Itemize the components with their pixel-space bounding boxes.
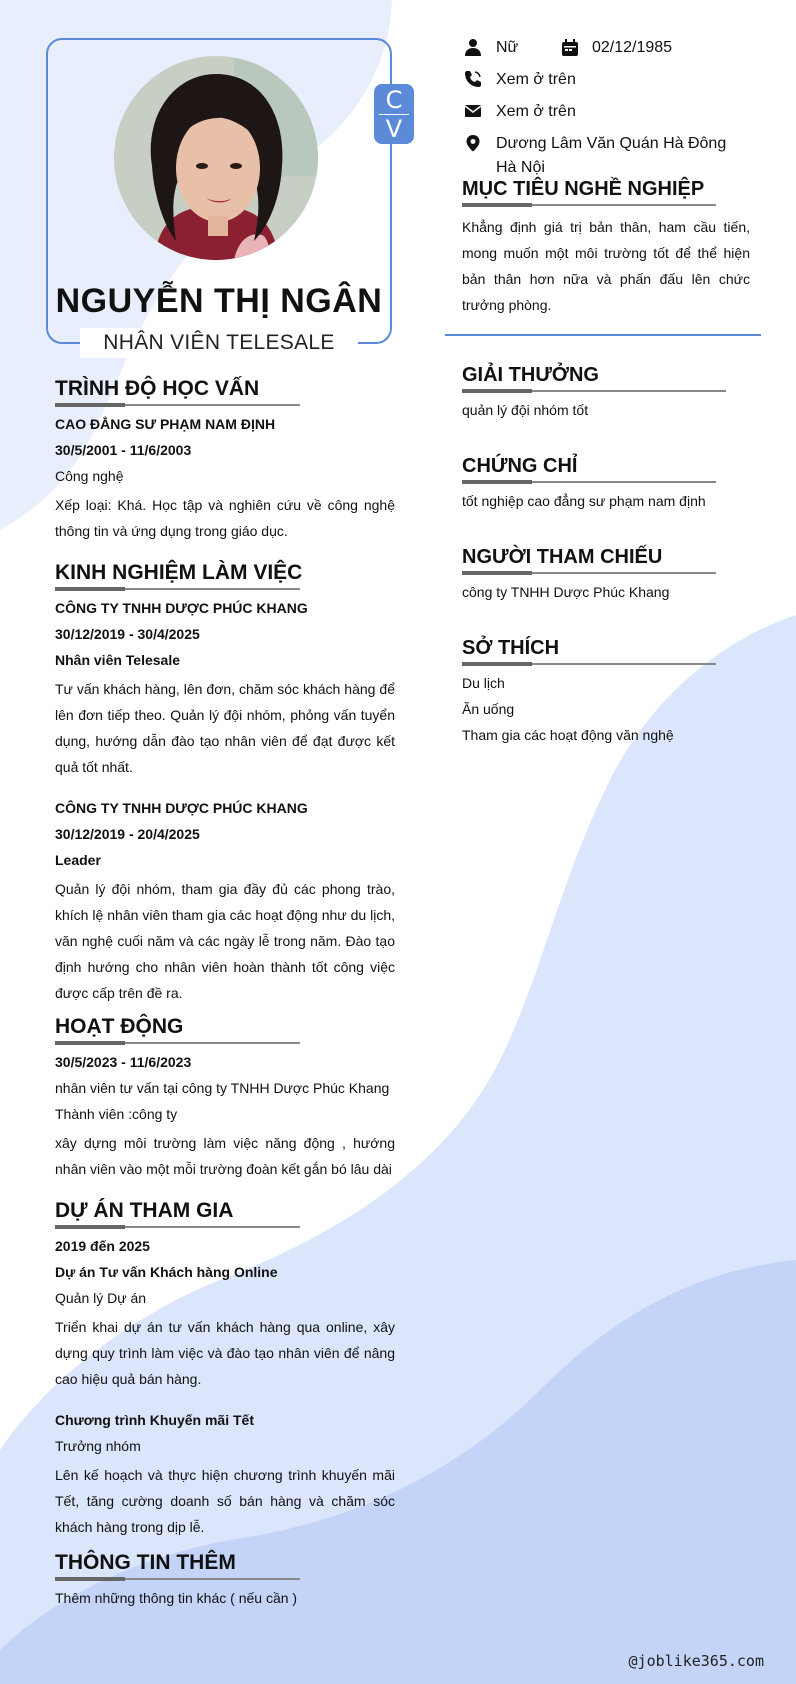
- mail-icon: [464, 102, 482, 120]
- cv-badge-bottom-letter: V: [385, 115, 403, 143]
- hobbies-title: SỞ THÍCH: [462, 637, 560, 659]
- address-line-1: Dương Lâm Văn Quán Hà Đông: [496, 135, 727, 152]
- activities-period: 30/5/2023 - 11/6/2023: [55, 1054, 192, 1070]
- cv-badge-top-letter: C: [385, 86, 403, 114]
- certificates-title: CHỨNG CHỈ: [462, 455, 578, 477]
- experience-section: [55, 560, 395, 1012]
- birth-date-value: 02/12/1985: [592, 39, 673, 56]
- awards-section: [462, 362, 750, 426]
- hobby-item: Du lịch: [462, 675, 505, 691]
- avatar: [114, 56, 318, 260]
- phone-value: Xem ở trên: [496, 71, 576, 88]
- experience-company: CÔNG TY TNHH DƯỢC PHÚC KHANG: [55, 600, 308, 616]
- experience-item: [55, 598, 395, 780]
- section-underline: [462, 663, 716, 665]
- experience-description: Tư vấn khách hàng, lên đơn, chăm sóc khách hàng để lên đơn tiếp theo. Quản lý đội nhóm, phỏng vấn tuyển dụng, hướng dẫn đào tạo nhân viên để đạt được kết quả tốt nhất.: [55, 681, 395, 775]
- section-underline: [462, 572, 716, 574]
- gender-value: Nữ: [496, 39, 519, 56]
- activities-description: xây dựng môi trường làm việc năng động , hướng nhân viên vào một mỗi trường đoàn kết gắn bó lâu dài: [55, 1135, 395, 1177]
- certificates-text: tốt nghiệp cao đẳng sư phạm nam định: [462, 493, 706, 509]
- projects-section: [55, 1198, 395, 1546]
- column-divider: [445, 334, 761, 336]
- section-underline: [55, 1578, 300, 1580]
- projects-title: DỰ ÁN THAM GIA: [55, 1199, 234, 1222]
- experience-period: 30/12/2019 - 30/4/2025: [55, 626, 200, 642]
- additional-info-text: Thêm những thông tin khác ( nếu cần ): [55, 1590, 298, 1606]
- cv-badge: [374, 84, 414, 144]
- experience-item: [55, 798, 395, 1006]
- section-underline: [462, 481, 716, 483]
- candidate-name: NGUYỄN THỊ NGÂN: [55, 282, 383, 320]
- education-section: [55, 376, 395, 550]
- hobby-item: Ăn uống: [462, 701, 515, 717]
- activities-section: [55, 1014, 395, 1188]
- project-name: Chương trình Khuyến mãi Tết: [55, 1412, 254, 1428]
- awards-title: GIẢI THƯỞNG: [462, 364, 599, 386]
- section-underline: [55, 404, 300, 406]
- section-underline: [55, 588, 300, 590]
- objective-section: [462, 176, 750, 324]
- experience-period: 30/12/2019 - 20/4/2025: [55, 826, 200, 842]
- education-period: 30/5/2001 - 11/6/2003: [55, 442, 192, 458]
- project-name: Dự án Tư vấn Khách hàng Online: [55, 1264, 278, 1280]
- experience-description: Quản lý đội nhóm, tham gia đầy đủ các phong trào, khích lệ nhân viên tham gia các hoạt động như du lịch, văn nghệ cuối năm và các ngày lễ trong năm. Đào tạo định hướng cho nhân viên hoàn thành tốt công việc được cấp trên đề ra.: [55, 881, 395, 1001]
- phone-icon: [464, 70, 482, 88]
- references-text: công ty TNHH Dược Phúc Khang: [462, 584, 670, 600]
- project-description: Lên kế hoạch và thực hiện chương trình khuyến mãi Tết, tăng cường doanh số bán hàng và chăm sóc khách hàng trong dịp lễ.: [55, 1467, 395, 1535]
- certificates-section: [462, 453, 750, 517]
- section-underline: [462, 390, 726, 392]
- project-item: [55, 1410, 395, 1540]
- references-title: NGƯỜI THAM CHIẾU: [462, 546, 663, 568]
- activities-line-2: Thành viên :công ty: [55, 1106, 178, 1122]
- hobbies-section: [462, 635, 750, 751]
- person-icon: [464, 38, 482, 56]
- activities-line-1: nhân viên tư vấn tại công ty TNHH Dược Phúc Khang: [55, 1080, 390, 1096]
- references-section: [462, 544, 750, 608]
- activities-title: HOẠT ĐỘNG: [55, 1015, 184, 1038]
- project-role: Quản lý Dự án: [55, 1290, 147, 1306]
- address-line-2: Hà Nội: [496, 159, 545, 176]
- additional-info-title: THÔNG TIN THÊM: [55, 1551, 236, 1574]
- additional-info-section: [55, 1550, 395, 1614]
- location-icon: [464, 134, 482, 152]
- job-title-wrap: [80, 328, 358, 358]
- objective-title: MỤC TIÊU NGHỀ NGHIỆP: [462, 178, 705, 200]
- section-underline: [55, 1042, 300, 1044]
- experience-position: Leader: [55, 852, 101, 868]
- objective-text: Khẳng định giá trị bản thân, ham cầu tiến, mong muốn một môi trường tốt để thể hiện bản thân hơn nữa và phấn đấu lên chức trưởng phòng.: [462, 219, 750, 313]
- calendar-icon: [561, 39, 579, 57]
- education-major: Công nghệ: [55, 468, 124, 484]
- education-description: Xếp loại: Khá. Học tập và nghiên cứu về công nghệ thông tin và ứng dụng trong giáo dục.: [55, 497, 395, 539]
- hobby-item: Tham gia các hoạt động văn nghệ: [462, 727, 674, 743]
- project-item: [55, 1236, 395, 1392]
- project-description: Triển khai dự án tư vấn khách hàng qua online, xây dựng quy trình làm việc và đào tạo nhân viên để nâng cao hiệu quả bán hàng.: [55, 1319, 395, 1387]
- section-underline: [55, 1226, 300, 1228]
- email-value: Xem ở trên: [496, 103, 576, 120]
- experience-position: Nhân viên Telesale: [55, 652, 181, 668]
- awards-text: quản lý đội nhóm tốt: [462, 402, 589, 418]
- experience-title: KINH NGHIỆM LÀM VIỆC: [55, 561, 303, 584]
- experience-company: CÔNG TY TNHH DƯỢC PHÚC KHANG: [55, 800, 308, 816]
- job-title: NHÂN VIÊN TELESALE: [103, 331, 335, 354]
- education-school: CAO ĐẲNG SƯ PHẠM NAM ĐỊNH: [55, 416, 276, 432]
- education-title: TRÌNH ĐỘ HỌC VẤN: [55, 377, 260, 400]
- section-underline: [462, 204, 716, 206]
- project-period: 2019 đến 2025: [55, 1238, 150, 1254]
- project-role: Trưởng nhóm: [55, 1438, 141, 1454]
- watermark: @joblike365.com: [628, 1652, 764, 1670]
